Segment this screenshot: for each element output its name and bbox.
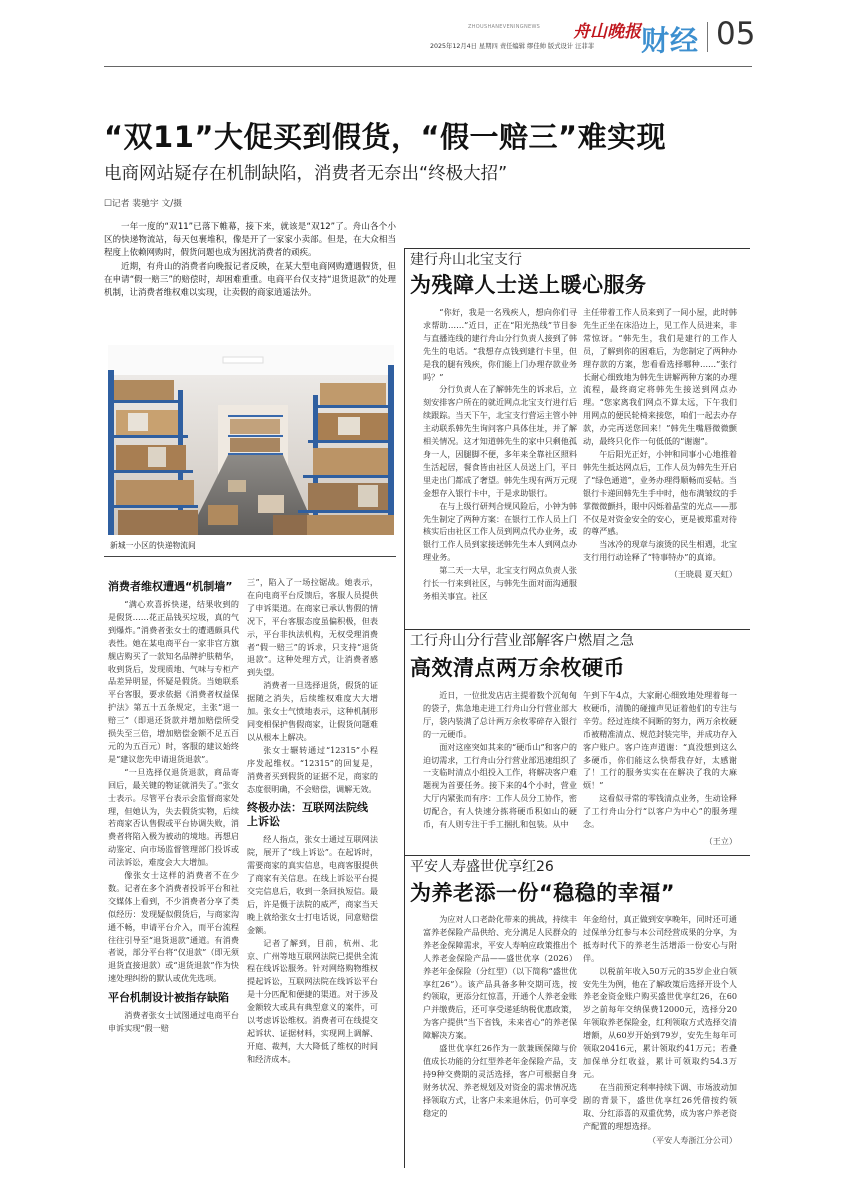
story2-column-a — [423, 689, 577, 831]
story3-column-b — [583, 913, 737, 1147]
story2-credit: （王立） — [704, 835, 737, 846]
story1-paragraph: “你好，我是一名残疾人，想向你们寻求帮助……”近日，正在“阳光热线”节目参与直播连线的建行舟山分行负责人接到了韩先生的电话。“我想存点钱到建行卡里，但是我的腿有残疾，你们能上门办理存款业务吗？” — [423, 307, 577, 382]
lead-intro — [104, 221, 396, 300]
masthead — [0, 0, 842, 70]
lead-paragraph: “满心欢喜拆快递，结果收到的是假货……花正品钱买垃圾，真的气到爆炸。”消费者张女士的遭遇颇具代表性。她在某电商平台一家非官方旗舰店购买了一款知名品牌护肤精华，收到货后，发现质地、气味与专柜产品差异明显，怀疑是假货。当她联系平台客服，要求依据《消费者权益保护法》第五十五条规定，主张“退一赔三”（即退还货款并增加赔偿所受损失至三倍，增加赔偿金额不足五百元的为五百元）时，客服的建议始终是“建议您先申请退货退款”。 — [108, 599, 239, 764]
story1-title: 为残障人士送上暖心服务 — [410, 273, 647, 297]
story2-paragraph: 这看似寻常的零钱清点业务，生动诠释了工行舟山分行“以客户为中心”的服务理念。 — [583, 793, 737, 830]
lead-column-2 — [247, 576, 378, 1066]
story3-credit: （平安人寿浙江分公司） — [647, 1135, 737, 1146]
masthead-rule — [104, 66, 752, 67]
story1-paragraph: 在与上级行研判合规风险后，小钟为韩先生制定了两种方案：在银行工作人员上门核实后由社区工作人员到网点代办业务，或银行工作人员到家接送韩先生本人到网点办理业务。 — [423, 500, 577, 563]
lead-paragraph: 像张女士这样的消费者不在少数。记者在多个消费者投诉平台和社交媒体上看到，不少消费者分享了类似经历：发现疑似假货后，与商家沟通不畅，申请平台介入，而平台流程往往引导至“退货退款”通道。有消费者说，部分平台将“仅退款”（即无须退货直接退款）或“退货退款”作为快速处理纠纷的默认或优先选项。 — [108, 870, 239, 984]
photo-caption-rule — [104, 556, 396, 557]
lead-paragraph: 三”，陷入了一场拉锯战。她表示，在向电商平台反馈后，客服人员提供了申诉渠道。在商家已承认售假的情况下，平台客服态度虽偏积极，但表示，平台非执法机构，无权受理消费者“假一赔三”的诉求，只支持“退货退款”。这种处理方式，让消费者感到失望。 — [247, 577, 378, 678]
lead-paragraph: “一旦选择仅退货退款，商品寄回后，最关键的物证就消失了。”张女士表示。尽管平台表示会监督商家处理，但她认为，失去假货实物，后续若商家否认售假或平台协调失败，消费者将陷入极为被动的境地。再想启动鉴定、向市场监督管理部门投诉或司法诉讼，难度会大大增加。 — [108, 766, 239, 868]
story2-paragraph: 近日，一位批发店店主提着数个沉甸甸的袋子，焦急地走进工行舟山分行营业部大厅，袋内装满了总计两万余枚零碎存入银行的一元硬币。 — [423, 690, 577, 739]
story1-column-a — [423, 306, 577, 603]
masthead-dateline: 2025年12月4日 星期四 责任编辑 缪佳帅 版式设计 汪菲菲 — [430, 43, 594, 50]
story3-paragraph: 年金给付，真正做到安享晚年，同时还可通过保单分红参与本公司经营成果的分享，为抵寿时代下的养老生活增添一份安心与附伴。 — [583, 914, 737, 963]
lead-byline: ☐记者 裴驰宇 文/摄 — [104, 199, 183, 209]
story1-kicker: 建行舟山北宝支行 — [410, 252, 522, 268]
lead-paragraph: 记者了解到，目前，杭州、北京、广州等地互联网法院已提供全流程在线诉讼服务。针对网络购物维权提起诉讼，互联网法院在线诉讼平台是十分匹配和便捷的渠道。对于涉及金额较大或具有典型意义的案件，可以考虑诉讼维权。消费者可在线提交起诉状、证据材料，实现网上调解、开庭、裁判，大大降低了维权的时间和经济成本。 — [247, 937, 378, 1064]
story2-title: 高效清点两万余枚硬币 — [410, 656, 625, 680]
lead-paragraph: 消费者一旦选择退货，假货的证据随之消失，后续维权难度大大增加。张女士气愤地表示，这种机制形同变相保护售假商家，让假货问题难以从根本上解决。 — [247, 680, 378, 742]
photo-caption: 新城一小区的快递物流间 — [110, 541, 196, 550]
lead-column-1 — [108, 580, 239, 1035]
lead-subhead-1: 消费者维权遭遇“机制墙” — [108, 580, 233, 593]
story1-paragraph: 午后阳光正好，小钟和同事小心地推着韩先生抵达网点后，工作人员为韩先生开启了“绿色通道”，业务办理得顺畅而妥帖。当银行卡递回韩先生手中时，他布满皱纹的手掌微微颤抖，眼中闪烁着晶莹的光点——那不仅是对资金安全的安心，更是被郑重对待的尊严感。 — [583, 448, 737, 537]
lead-paragraph: 经人指点，张女士通过互联网法院，展开了“线上诉讼”。在起诉时，需要商家的真实信息，电商客服提供了商家有关信息。在线上诉讼平台提交完信息后，收到一条回执短信。最后，许是慑于法院的威严，商家当天晚上就给张女士打电话说，同意赔偿金额。 — [247, 834, 378, 935]
section-divider — [707, 22, 708, 52]
story2-paragraph: 面对这座突如其来的“硬币山”和客户的迫切需求，工行舟山分行营业部迅速组织了一支临时清点小组投入工作，将解决客户难题视为首要任务。接下来的4个小时，营业大厅内紧张而有序：工作人员分工协作，密切配合，有人快速分拣将硬币积如山的硬币，有人则专注于手工捆扎和包装。从中 — [423, 741, 577, 830]
lead-intro-paragraph: 近期，有舟山的消费者向晚报记者反映，在某大型电商网购遭遇假货，但在申请“假一赔三”的赔偿时，却困难重重。电商平台仅支持“退货退款”的处理机制，让消费者维权难以实现，让卖假的商家逍遥法外。 — [104, 261, 396, 299]
lead-subhead-2: 平台机制设计被指存缺陷 — [108, 991, 229, 1005]
story2-paragraph: 午到下午4点，大家耐心细致地处理着每一枚硬币，清脆的碰撞声见证着他们的专注与辛劳。经过连续不间断的努力，两万余枚硬币被精准清点、规范封装完毕，并成功存入客户账户。客户连声道谢：“真没想到这么多硬币，你们能这么快帮我存好，太感谢了！工行的服务实实在在解决了我的大麻烦！” — [583, 690, 737, 791]
story1-paragraph: 当冰冷的现章与滚烫的民生相遇，北宝支行用行动诠释了“特事特办”的真谛。 — [583, 539, 737, 563]
story3-paragraph: 为应对人口老龄化带来的挑战，持续丰富养老保险产品供给、充分满足人民群众的养老金保障需求，平安人寿响应政策推出个人养老金保险产品——盛世优享（2026）养老年金保险（分红型）（以下简称“盛世优享红26”）。该产品具备多种交期可选，按约领取，更添分红惊喜，开通个人养老金账户并缴费后，还可享受递延纳税优惠政策，为客户提供“当下省钱，未来省心”的养老保障解决方案。 — [423, 914, 577, 1041]
masthead-paper-logo: 舟山晚报 — [573, 22, 641, 42]
story2-kicker: 工行舟山分行营业部解客户燃眉之急 — [410, 633, 634, 649]
story3-paragraph: 盛世优享红26作为一款兼顾保障与价值成长功能的分红型养老年金保险产品，支持9种交费期的灵活选择，客户可根据自身财务状况、养老规划及对资金的需求情况选择领取方式，让客户未来退休后，仍可享受稳定的 — [423, 1043, 577, 1118]
story3-paragraph: 以税前年收入50万元的35岁企业白领安先生为例，他在了解政策后选择开设个人养老金资金账户购买盛世优享红26，在60岁之前每年交纳保费12000元，选择分20年领取养老保险金，红利领取方式选择交清增额，从60岁开始到79岁，安先生每年可领取20416元，累计领取约41万元；若叠加保单分红收益，累计可领取约54.3万元。 — [583, 965, 737, 1079]
story1-column-b — [583, 306, 737, 581]
lead-photo — [108, 345, 394, 535]
lead-subtitle: 电商网站疑存在机制缺陷，消费者无奈出“终极大招” — [104, 164, 508, 184]
warehouse-shelves-image — [108, 345, 394, 535]
lead-intro-paragraph: 一年一度的“双11”已落下帷幕，接下来，就该是“双12”了。舟山各个小区的快递物流站，每天包裹堆积，像是开了一家家小卖部。但是，在大众相当程度上依赖网购时，假货问题也成为困扰消费者的顽疾。 — [104, 222, 396, 259]
section-name: 财经 — [641, 24, 700, 57]
column-divider — [404, 248, 405, 1168]
masthead-site-name: ZHOUSHANEVENINGNEWS — [468, 24, 541, 30]
lead-title: “双11”大促买到假货，“假一赔三”难实现 — [104, 120, 667, 154]
story3-title: 为养老添一份“稳稳的幸福” — [410, 881, 676, 905]
story3-column-a — [423, 913, 577, 1120]
page-number: 05 — [716, 16, 756, 52]
story1-paragraph: 分行负责人在了解韩先生的诉求后，立刻安排客户所在的就近网点北宝支行进行后续跟踪。当天下午，北宝支行营运主管小钟主动联系韩先生询问客户具体住址，并了解相关情况。这才知道韩先生的家中只剩他孤身一人，因腿脚不便，多年来全靠社区照料生活起居，餐食皆由社区人员送上门，平日里走出门都成了奢望。韩先生现有两万元现金想存入银行卡中，于是求助银行。 — [423, 384, 577, 498]
story1-paragraph: 主任带着工作人员来到了一间小屋，此时韩先生正坐在床沿边上，见工作人员进来，非常惊讶。“韩先生，我们是建行的工作人员，了解到你的困难后，为您制定了两种办理存款的方案，您看看选择哪种……”张行长耐心细致地为韩先生讲解两种方案的办理流程，最终商定将韩先生接送到网点办理。“您家离我们网点不算太远，下午我们用网点的便民轮椅来接您，咱们一起去办存款，办完再送您回来！”韩先生嘴唇微微颤动，最终只化作一句低低的“谢谢”。 — [583, 307, 737, 447]
lead-subhead-3: 终极办法：互联网法院线上诉讼 — [247, 801, 368, 829]
lead-paragraph: 消费者张女士试图通过电商平台申诉实现“假一赔 — [108, 1010, 239, 1034]
story1-paragraph: 第二天一大早，北宝支行网点负责人张行长一行来到社区，与韩先生面对面沟通服务相关事宜。社区 — [423, 565, 577, 601]
story1-credit: （王晓晨 夏天虹） — [669, 569, 737, 580]
story3-paragraph: 在当前预定利率持续下调、市场波动加剧的背景下，盛世优享红26凭借按约领取、分红添喜的双重优势，成为客户养老资产配置的理想选择。 — [583, 1081, 737, 1131]
lead-paragraph: 张女士辗转通过“12315”小程序发起维权。“12315”的回复是，消费者买到假货的证据不足，商家的态度很明确，不会赔偿，调解无效。 — [247, 744, 378, 794]
story2-column-b — [583, 689, 737, 848]
story3-kicker: 平安人寿盛世优享红26 — [410, 859, 554, 875]
